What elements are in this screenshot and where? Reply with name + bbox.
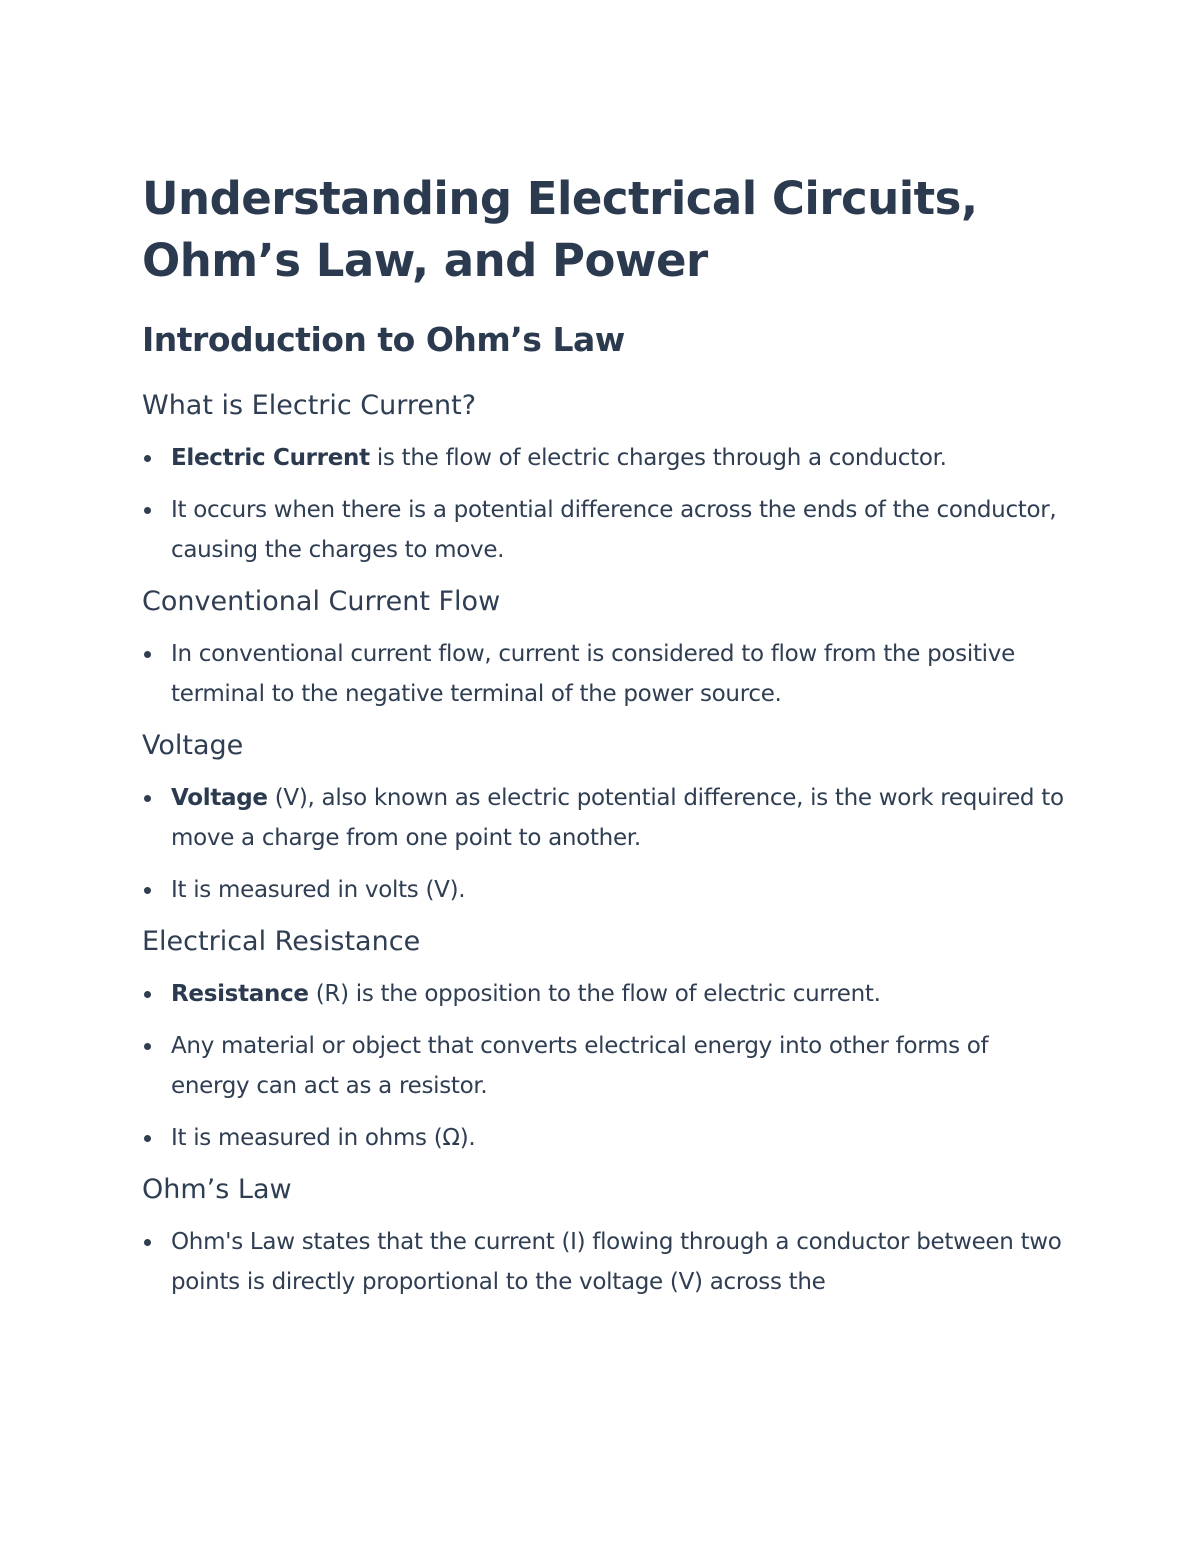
bullet-text: Ohm's Law states that the current (I) flowing through a conductor between two points is directly proportional to the voltage (V) across the [171,1229,1062,1295]
subsection-heading-electric-current: What is Electric Current? [142,390,477,421]
bullet-list-electric-current [142,438,1072,570]
document-title [142,168,1072,292]
list-item [142,1222,1072,1302]
list-item [142,870,1072,910]
bullet-text: In conventional current flow, current is considered to flow from the positive terminal to the negative terminal of the power source. [171,641,1015,707]
bold-term: Voltage [171,785,268,811]
section-heading: Introduction to Ohm’s Law [142,320,625,359]
bullet-list-ohms-law [142,1222,1072,1302]
list-item [142,778,1072,858]
bold-term: Resistance [171,981,309,1007]
bullet-text: It is measured in ohms (Ω). [171,1125,476,1151]
subsection-heading-conventional-current: Conventional Current Flow [142,586,501,617]
list-item [142,1118,1072,1158]
bullet-text: It occurs when there is a potential difference across the ends of the conductor, causing the charges to move. [171,497,1057,563]
subsection-heading-ohms-law: Ohm’s Law [142,1174,292,1205]
title-line-2: Ohm’s Law, and Power [142,234,708,287]
bullet-list-resistance [142,974,1072,1158]
bullet-text: (V), also known as electric potential difference, is the work required to move a charge from one point to another. [171,785,1064,851]
bullet-text: Any material or object that converts electrical energy into other forms of energy can act as a resistor. [171,1033,989,1099]
subsection-heading-resistance: Electrical Resistance [142,926,421,957]
list-item [142,1026,1072,1106]
bullet-text: is the flow of electric charges through a conductor. [369,445,947,471]
list-item [142,438,1072,478]
bold-term: Electric Current [171,445,370,471]
bullet-list-conventional-current [142,634,1072,714]
subsection-heading-voltage: Voltage [142,730,244,761]
bullet-text: It is measured in volts (V). [171,877,466,903]
bullet-list-voltage [142,778,1072,910]
list-item [142,974,1072,1014]
document-page [142,168,1072,1314]
list-item [142,490,1072,570]
title-line-1: Understanding Electrical Circuits, [142,172,978,225]
bullet-text: (R) is the opposition to the flow of electric current. [308,981,881,1007]
list-item [142,634,1072,714]
